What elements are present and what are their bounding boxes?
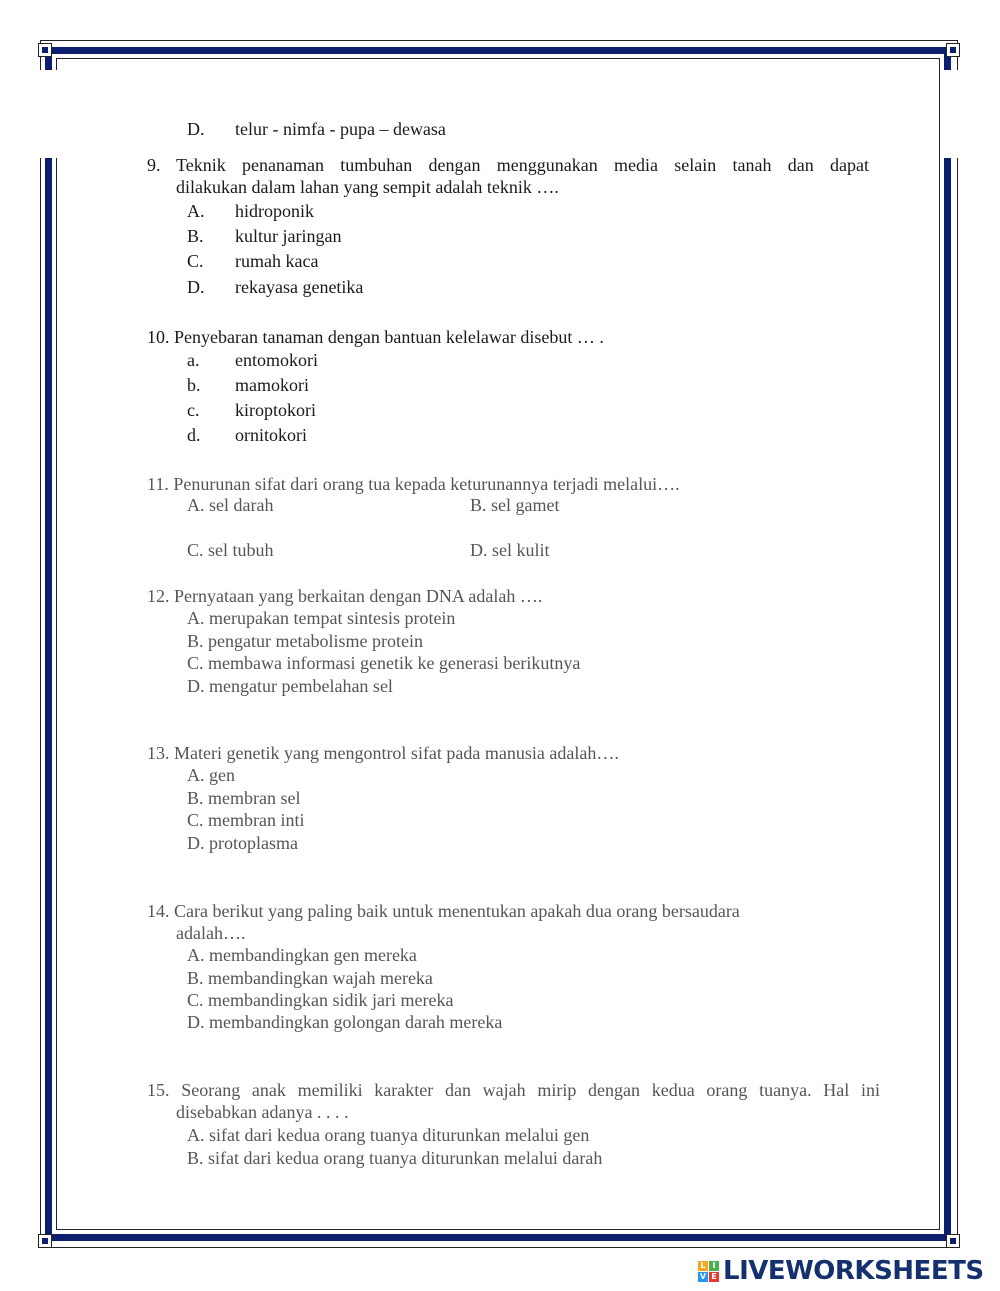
- border-gap-left: [38, 70, 58, 158]
- q13-option-d: D. protoplasma: [187, 833, 298, 853]
- border-gap-right: [940, 70, 960, 158]
- logo-letter-i: I: [709, 1261, 719, 1271]
- q13-option-c: C. membran inti: [187, 810, 305, 830]
- q12-option-b: B. pengatur metabolisme protein: [187, 631, 423, 651]
- q9-option-c-text: rumah kaca: [235, 251, 319, 271]
- q14-option-a: A. membandingkan gen mereka: [187, 945, 417, 965]
- logo-letter-v: V: [699, 1271, 707, 1281]
- q12-option-c: C. membawa informasi genetik ke generasi berikutnya: [187, 653, 581, 673]
- q11-option-d: D. sel kulit: [470, 540, 550, 560]
- q10-option-b-letter: b.: [187, 375, 201, 395]
- q10-option-a-text: entomokori: [235, 350, 318, 370]
- liveworksheets-logo[interactable]: [698, 1256, 984, 1286]
- q12-question: 12. Pernyataan yang berkaitan dengan DNA adalah ….: [147, 586, 543, 606]
- q8-option-d-text: telur - nimfa - pupa – dewasa: [235, 119, 446, 139]
- q11-option-b: B. sel gamet: [470, 495, 560, 515]
- q15-option-a: A. sifat dari kedua orang tuanya diturunkan melalui gen: [187, 1125, 590, 1145]
- q10-option-d-text: ornitokori: [235, 425, 307, 445]
- q15-option-b: B. sifat dari kedua orang tuanya diturunkan melalui darah: [187, 1148, 603, 1168]
- q9-option-a-letter: A.: [187, 201, 205, 221]
- q14-option-d: D. membandingkan golongan darah mereka: [187, 1012, 503, 1032]
- logo-grid-icon: [698, 1261, 719, 1282]
- q12-option-d: D. mengatur pembelahan sel: [187, 676, 393, 696]
- logo-letter-e: E: [709, 1272, 719, 1282]
- q13-option-a: A. gen: [187, 765, 235, 785]
- q9-number: 9.: [147, 155, 161, 175]
- logo-letter-l: L: [698, 1261, 708, 1271]
- q9-option-b-text: kultur jaringan: [235, 226, 342, 246]
- corner-ornament-tl: [38, 43, 52, 57]
- q14-question-line1: 14. Cara berikut yang paling baik untuk menentukan apakah dua orang bersaudara: [147, 901, 740, 921]
- q10-question: 10. Penyebaran tanaman dengan bantuan kelelawar disebut … .: [147, 327, 604, 347]
- q9-option-d-text: rekayasa genetika: [235, 277, 364, 297]
- q10-option-d-letter: d.: [187, 425, 201, 445]
- q10-option-c-text: kiroptokori: [235, 400, 316, 420]
- corner-ornament-br: [946, 1234, 960, 1248]
- logo-text: LIVEWORKSHEETS: [723, 1256, 984, 1286]
- q14-option-c: C. membandingkan sidik jari mereka: [187, 990, 454, 1010]
- q14-option-b: B. membandingkan wajah mereka: [187, 968, 433, 988]
- q10-option-b-text: mamokori: [235, 375, 309, 395]
- q15-question-line2: disebabkan adanya . . . .: [176, 1102, 349, 1122]
- q11-option-c: C. sel tubuh: [187, 540, 274, 560]
- q13-question: 13. Materi genetik yang mengontrol sifat pada manusia adalah….: [147, 743, 619, 763]
- q10-option-a-letter: a.: [187, 350, 200, 370]
- q9-text-line1: Teknik penanaman tumbuhan dengan menggunakan media selain tanah dan dapat: [176, 155, 869, 175]
- q9-option-d-letter: D.: [187, 277, 205, 297]
- corner-ornament-tr: [946, 43, 960, 57]
- q15-question-line1: 15. Seorang anak memiliki karakter dan wajah mirip dengan kedua orang tuanya. Hal ini: [147, 1080, 880, 1100]
- q9-option-a-text: hidroponik: [235, 201, 314, 221]
- q9-text-line2: dilakukan dalam lahan yang sempit adalah teknik ….: [176, 177, 559, 197]
- q13-option-b: B. membran sel: [187, 788, 301, 808]
- q12-option-a: A. merupakan tempat sintesis protein: [187, 608, 456, 628]
- q11-question: 11. Penurunan sifat dari orang tua kepada keturunannya terjadi melalui….: [147, 474, 680, 494]
- q9-option-c-letter: C.: [187, 251, 204, 271]
- q11-option-a: A. sel darah: [187, 495, 274, 515]
- q8-option-d-letter: D.: [187, 119, 205, 139]
- q14-question-line2: adalah….: [176, 923, 246, 943]
- corner-ornament-bl: [38, 1234, 52, 1248]
- q9-option-b-letter: B.: [187, 226, 204, 246]
- q10-option-c-letter: c.: [187, 400, 200, 420]
